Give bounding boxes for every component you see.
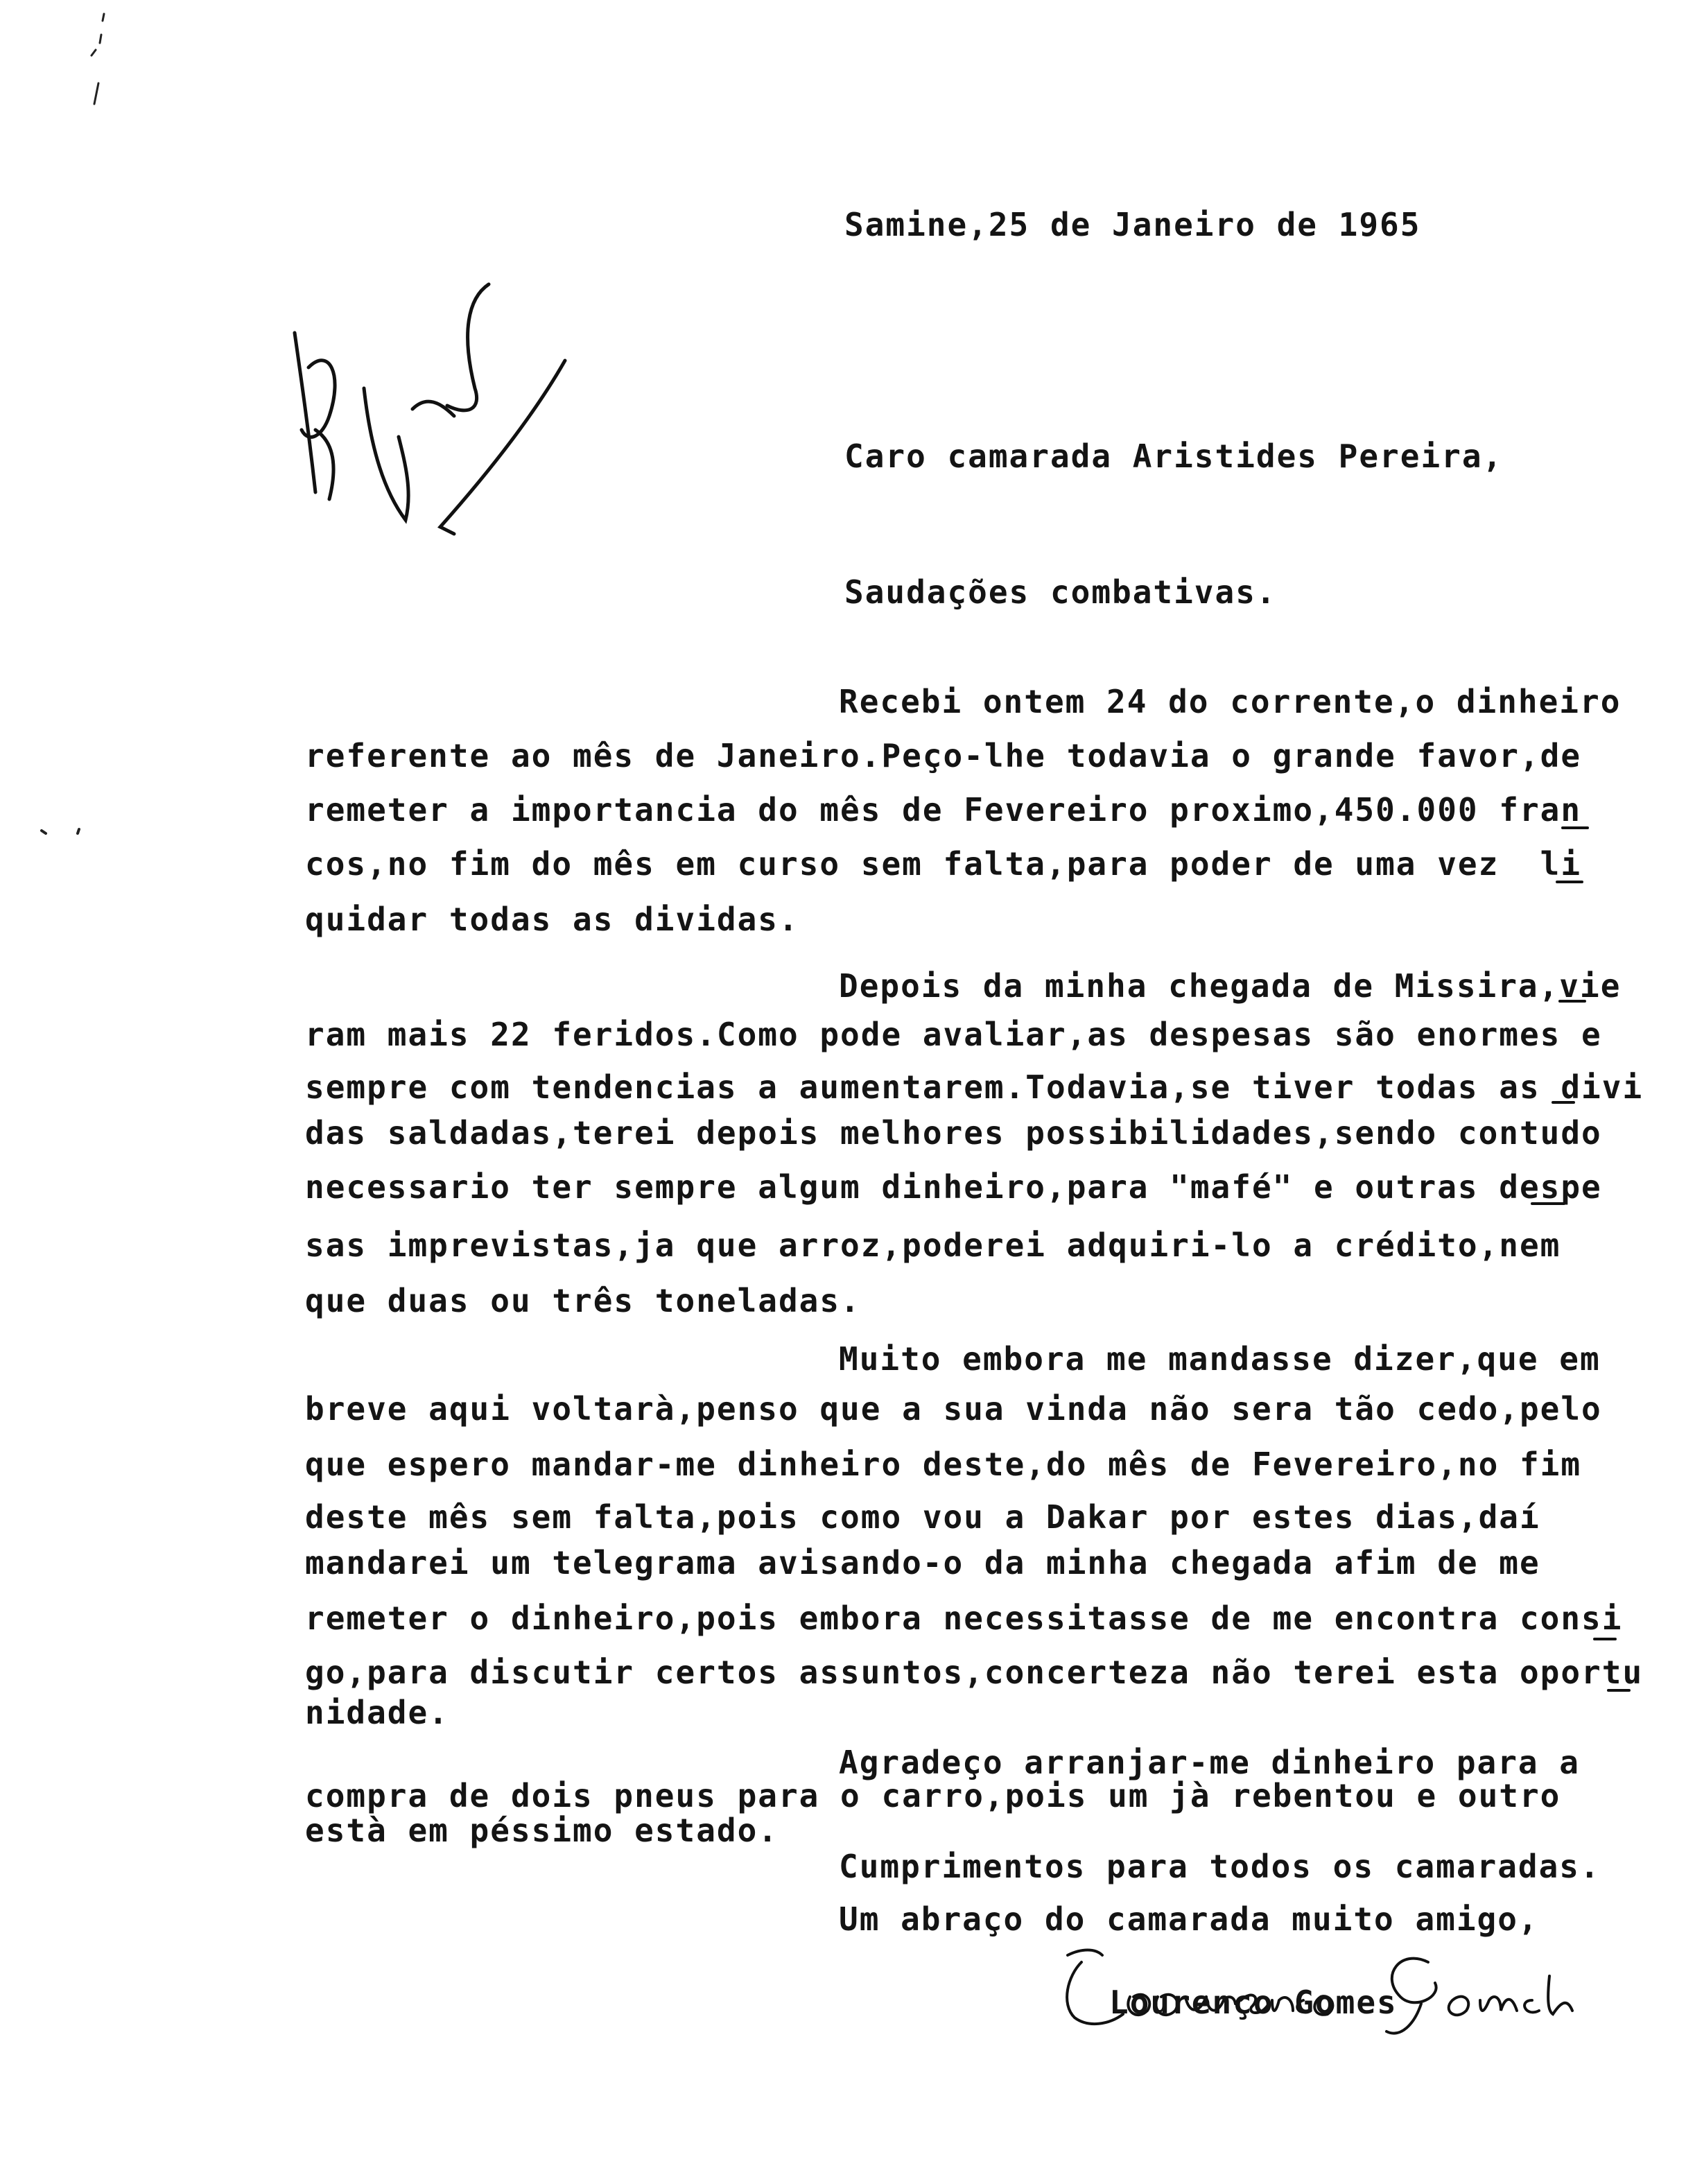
paragraph-2-line-7: que duas ou três toneladas. <box>305 1282 861 1319</box>
paragraph-2-line-6: sas imprevistas,ja que arroz,poderei adquiri-lo a crédito,nem <box>305 1227 1561 1264</box>
paragraph-2-line-5: necessario ter sempre algum dinheiro,para "mafé" e outras despe <box>305 1168 1602 1206</box>
paragraph-4-line-3: està em péssimo estado. <box>305 1812 779 1849</box>
paragraph-3-line-5: mandarei um telegrama avisando-o da minha chegada afim de me <box>305 1544 1540 1581</box>
paragraph-1-line-1: Recebi ontem 24 do corrente,o dinheiro <box>839 683 1622 720</box>
paragraph-3-line-7: go,para discutir certos assuntos,concerteza não terei esta oportu <box>305 1654 1644 1691</box>
paragraph-3-line-8: nidade. <box>305 1694 449 1731</box>
closing-line-1: Cumprimentos para todos os camaradas. <box>839 1848 1601 1885</box>
paragraph-4-line-1: Agradeço arranjar-me dinheiro para a <box>839 1744 1580 1781</box>
paragraph-1-line-4: cos,no fim do mês em curso sem falta,para poder de uma vez li <box>305 845 1582 883</box>
greeting: Saudações combativas. <box>844 573 1277 611</box>
paragraph-3-line-4: deste mês sem falta,pois como vou a Dakar por estes dias,daí <box>305 1498 1540 1536</box>
paragraph-3-line-3: que espero mandar-me dinheiro deste,do mês de Fevereiro,no fim <box>305 1446 1582 1483</box>
paragraph-1-line-2: referente ao mês de Janeiro.Peço-lhe todavia o grande favor,de <box>305 737 1582 774</box>
paragraph-3-line-1: Muito embora me mandasse dizer,que em <box>839 1340 1601 1378</box>
date-line: Samine,25 de Janeiro de 1965 <box>844 206 1421 243</box>
paragraph-2-line-4: das saldadas,terei depois melhores possibilidades,sendo contudo <box>305 1114 1602 1152</box>
paragraph-2-line-1: Depois da minha chegada de Missira,vie <box>839 967 1622 1005</box>
paragraph-1-line-3: remeter a importancia do mês de Fevereiro proximo,450.000 fran <box>305 791 1582 829</box>
closing-line-2: Um abraço do camarada muito amigo, <box>839 1900 1539 1938</box>
paragraph-3-line-6: remeter o dinheiro,pois embora necessitasse de me encontra consi <box>305 1600 1623 1637</box>
paragraph-1-line-5: quidar todas as dividas. <box>305 901 799 938</box>
paragraph-4-line-2: compra de dois pneus para o carro,pois um jà rebentou e outro <box>305 1777 1561 1814</box>
paragraph-3-line-2: breve aqui voltarà,penso que a sua vinda não sera tão cedo,pelo <box>305 1390 1602 1428</box>
typed-signature: Lourenço Gomes <box>1109 1984 1398 2021</box>
paragraph-2-line-3: sempre com tendencias a aumentarem.Todavia,se tiver todas as divi <box>305 1068 1644 1106</box>
salutation: Caro camarada Aristides Pereira, <box>844 437 1504 475</box>
paragraph-2-line-2: ram mais 22 feridos.Como pode avaliar,as despesas são enormes e <box>305 1016 1602 1053</box>
